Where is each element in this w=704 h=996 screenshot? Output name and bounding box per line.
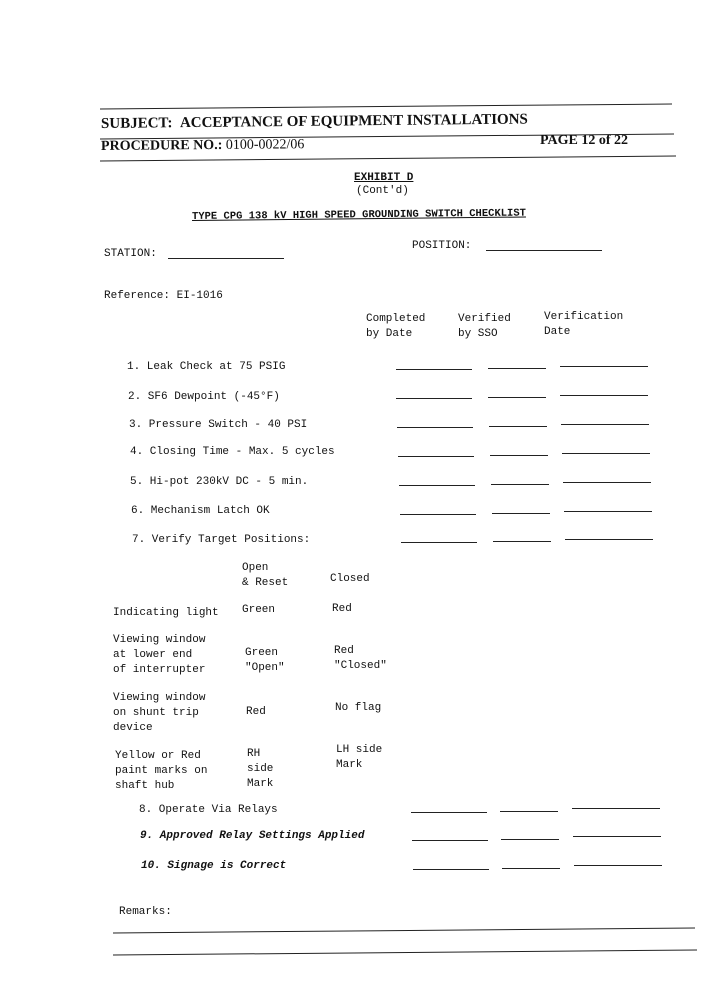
target-header-open: Open & Reset xyxy=(242,562,289,589)
checklist-item: 1. Leak Check at 75 PSIG xyxy=(127,361,286,373)
verification-field-10[interactable] xyxy=(574,865,662,866)
target-row-closed: No flag xyxy=(335,702,382,714)
column-verification-date: Verification Date xyxy=(544,311,624,338)
verified-field-8[interactable] xyxy=(500,811,558,812)
procedure-label: PROCEDURE NO.: xyxy=(100,137,223,154)
checklist-item: 4. Closing Time - Max. 5 cycles xyxy=(130,446,335,458)
verification-field-1[interactable] xyxy=(560,366,648,367)
target-row-label: Viewing window on shunt trip device xyxy=(113,692,206,734)
checklist-item: 5. Hi-pot 230kV DC - 5 min. xyxy=(130,476,309,488)
verification-field-3[interactable] xyxy=(561,424,649,425)
target-row-open: Red xyxy=(246,706,266,718)
verification-field-9[interactable] xyxy=(573,836,661,837)
verified-field-10[interactable] xyxy=(502,868,560,869)
completed-field-6[interactable] xyxy=(400,514,476,515)
remarks-label: Remarks: xyxy=(119,906,172,918)
remarks-line-1[interactable] xyxy=(113,927,695,933)
checklist-item: 9. Approved Relay Settings Applied xyxy=(140,830,365,842)
subject-value: ACCEPTANCE OF EQUIPMENT INSTALLATIONS xyxy=(179,111,528,132)
completed-field-8[interactable] xyxy=(411,812,487,813)
checklist-item: 7. Verify Target Positions: xyxy=(132,534,311,546)
target-row-label: Viewing window at lower end of interrupter xyxy=(113,634,206,676)
verified-field-2[interactable] xyxy=(488,397,546,398)
verification-field-5[interactable] xyxy=(563,482,651,483)
completed-field-4[interactable] xyxy=(398,456,474,457)
position-field[interactable] xyxy=(486,250,602,251)
checklist-title: TYPE CPG 138 kV HIGH SPEED GROUNDING SWITCH CHECKLIST xyxy=(191,207,527,223)
target-row-open: RH side Mark xyxy=(247,748,274,790)
exhibit-subtitle: (Cont'd) xyxy=(356,185,409,197)
remarks-line-2[interactable] xyxy=(113,949,697,955)
completed-field-9[interactable] xyxy=(412,840,488,841)
procedure-line xyxy=(101,137,305,155)
verification-field-2[interactable] xyxy=(560,395,648,396)
procedure-value: 0100-0022/06 xyxy=(225,137,305,153)
verified-field-4[interactable] xyxy=(490,455,548,456)
verified-field-7[interactable] xyxy=(493,541,551,542)
subject-line xyxy=(101,112,528,133)
position-label: POSITION: xyxy=(412,240,472,252)
target-row-open: Green "Open" xyxy=(245,647,285,674)
completed-field-10[interactable] xyxy=(413,869,489,870)
target-header-closed: Closed xyxy=(330,573,370,585)
completed-field-1[interactable] xyxy=(396,369,472,370)
subject-label: SUBJECT: xyxy=(100,115,173,132)
completed-field-2[interactable] xyxy=(396,398,472,399)
target-row-closed: Red "Closed" xyxy=(334,645,387,672)
checklist-item: 6. Mechanism Latch OK xyxy=(131,505,270,517)
completed-field-5[interactable] xyxy=(399,485,475,486)
reference: Reference: EI-1016 xyxy=(104,290,223,302)
completed-field-3[interactable] xyxy=(397,427,473,428)
checklist-item: 3. Pressure Switch - 40 PSI xyxy=(129,419,308,431)
target-row-label: Yellow or Red paint marks on shaft hub xyxy=(115,750,208,792)
station-label: STATION: xyxy=(104,248,157,260)
verified-field-1[interactable] xyxy=(488,368,546,369)
verified-field-3[interactable] xyxy=(489,426,547,427)
verified-field-9[interactable] xyxy=(501,839,559,840)
header-top-rule xyxy=(100,104,672,110)
target-row-closed: Red xyxy=(332,603,352,615)
exhibit-title: EXHIBIT D xyxy=(354,172,414,184)
column-completed: Completed by Date xyxy=(366,313,426,340)
page-number: PAGE 12 of 22 xyxy=(540,133,629,148)
verification-field-7[interactable] xyxy=(565,539,653,540)
checklist-item: 8. Operate Via Relays xyxy=(139,804,278,816)
verification-field-6[interactable] xyxy=(564,511,652,512)
station-field[interactable] xyxy=(168,258,284,259)
verification-field-4[interactable] xyxy=(562,453,650,454)
target-row-closed: LH side Mark xyxy=(336,744,383,771)
verified-field-5[interactable] xyxy=(491,484,549,485)
target-row-label: Indicating light xyxy=(113,607,219,619)
header-bottom-rule xyxy=(100,155,676,161)
checklist-item: 10. Signage is Correct xyxy=(141,860,287,872)
completed-field-7[interactable] xyxy=(401,542,477,543)
verification-field-8[interactable] xyxy=(572,808,660,809)
verified-field-6[interactable] xyxy=(492,513,550,514)
checklist-item: 2. SF6 Dewpoint (-45°F) xyxy=(128,391,280,403)
target-row-open: Green xyxy=(242,604,276,616)
column-verified: Verified by SSO xyxy=(458,313,511,340)
